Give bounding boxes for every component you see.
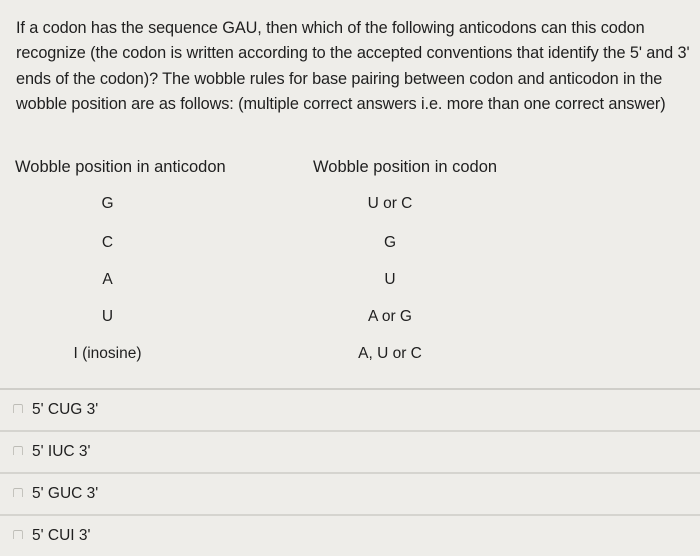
- checkbox[interactable]: [13, 446, 23, 455]
- header-codon: Wobble position in codon: [313, 158, 498, 176]
- question-text: If a codon has the sequence GAU, then which of the following anticodons can this codon recognize (the codon is written according to the accepted conventions that identify the 5' and 3' ends of the codon)? The wobble rules for base pairing between codon and anticodon in the wobble position are as follows: (multiple correct answers i.e. more than one correct answer): [16, 19, 690, 114]
- header-anticodon: Wobble position in anticodon: [15, 158, 226, 176]
- checkbox[interactable]: [13, 488, 23, 497]
- option-label[interactable]: 5' IUC 3': [32, 443, 91, 460]
- anticodon-cell: U: [101, 308, 114, 325]
- option-label[interactable]: 5' CUI 3': [32, 527, 91, 544]
- checkbox[interactable]: [13, 530, 23, 539]
- checkbox[interactable]: [13, 404, 23, 413]
- answer-option-2[interactable]: [0, 430, 700, 472]
- codon-cell: U: [384, 271, 396, 288]
- codon-cell: U or C: [367, 195, 413, 212]
- option-label[interactable]: 5' GUC 3': [32, 485, 99, 502]
- answer-option-1[interactable]: [0, 388, 700, 430]
- answer-options: [0, 388, 700, 556]
- anticodon-cell: I (inosine): [73, 345, 142, 362]
- answer-option-4[interactable]: [0, 514, 700, 556]
- anticodon-cell: G: [101, 195, 114, 212]
- anticodon-cell: A: [102, 271, 113, 288]
- answer-option-3[interactable]: [0, 472, 700, 514]
- anticodon-cell: C: [101, 234, 114, 251]
- codon-cell: A or G: [368, 308, 412, 325]
- codon-cell: G: [383, 234, 397, 251]
- codon-cell: A, U or C: [358, 345, 422, 362]
- option-label[interactable]: 5' CUG 3': [32, 401, 99, 418]
